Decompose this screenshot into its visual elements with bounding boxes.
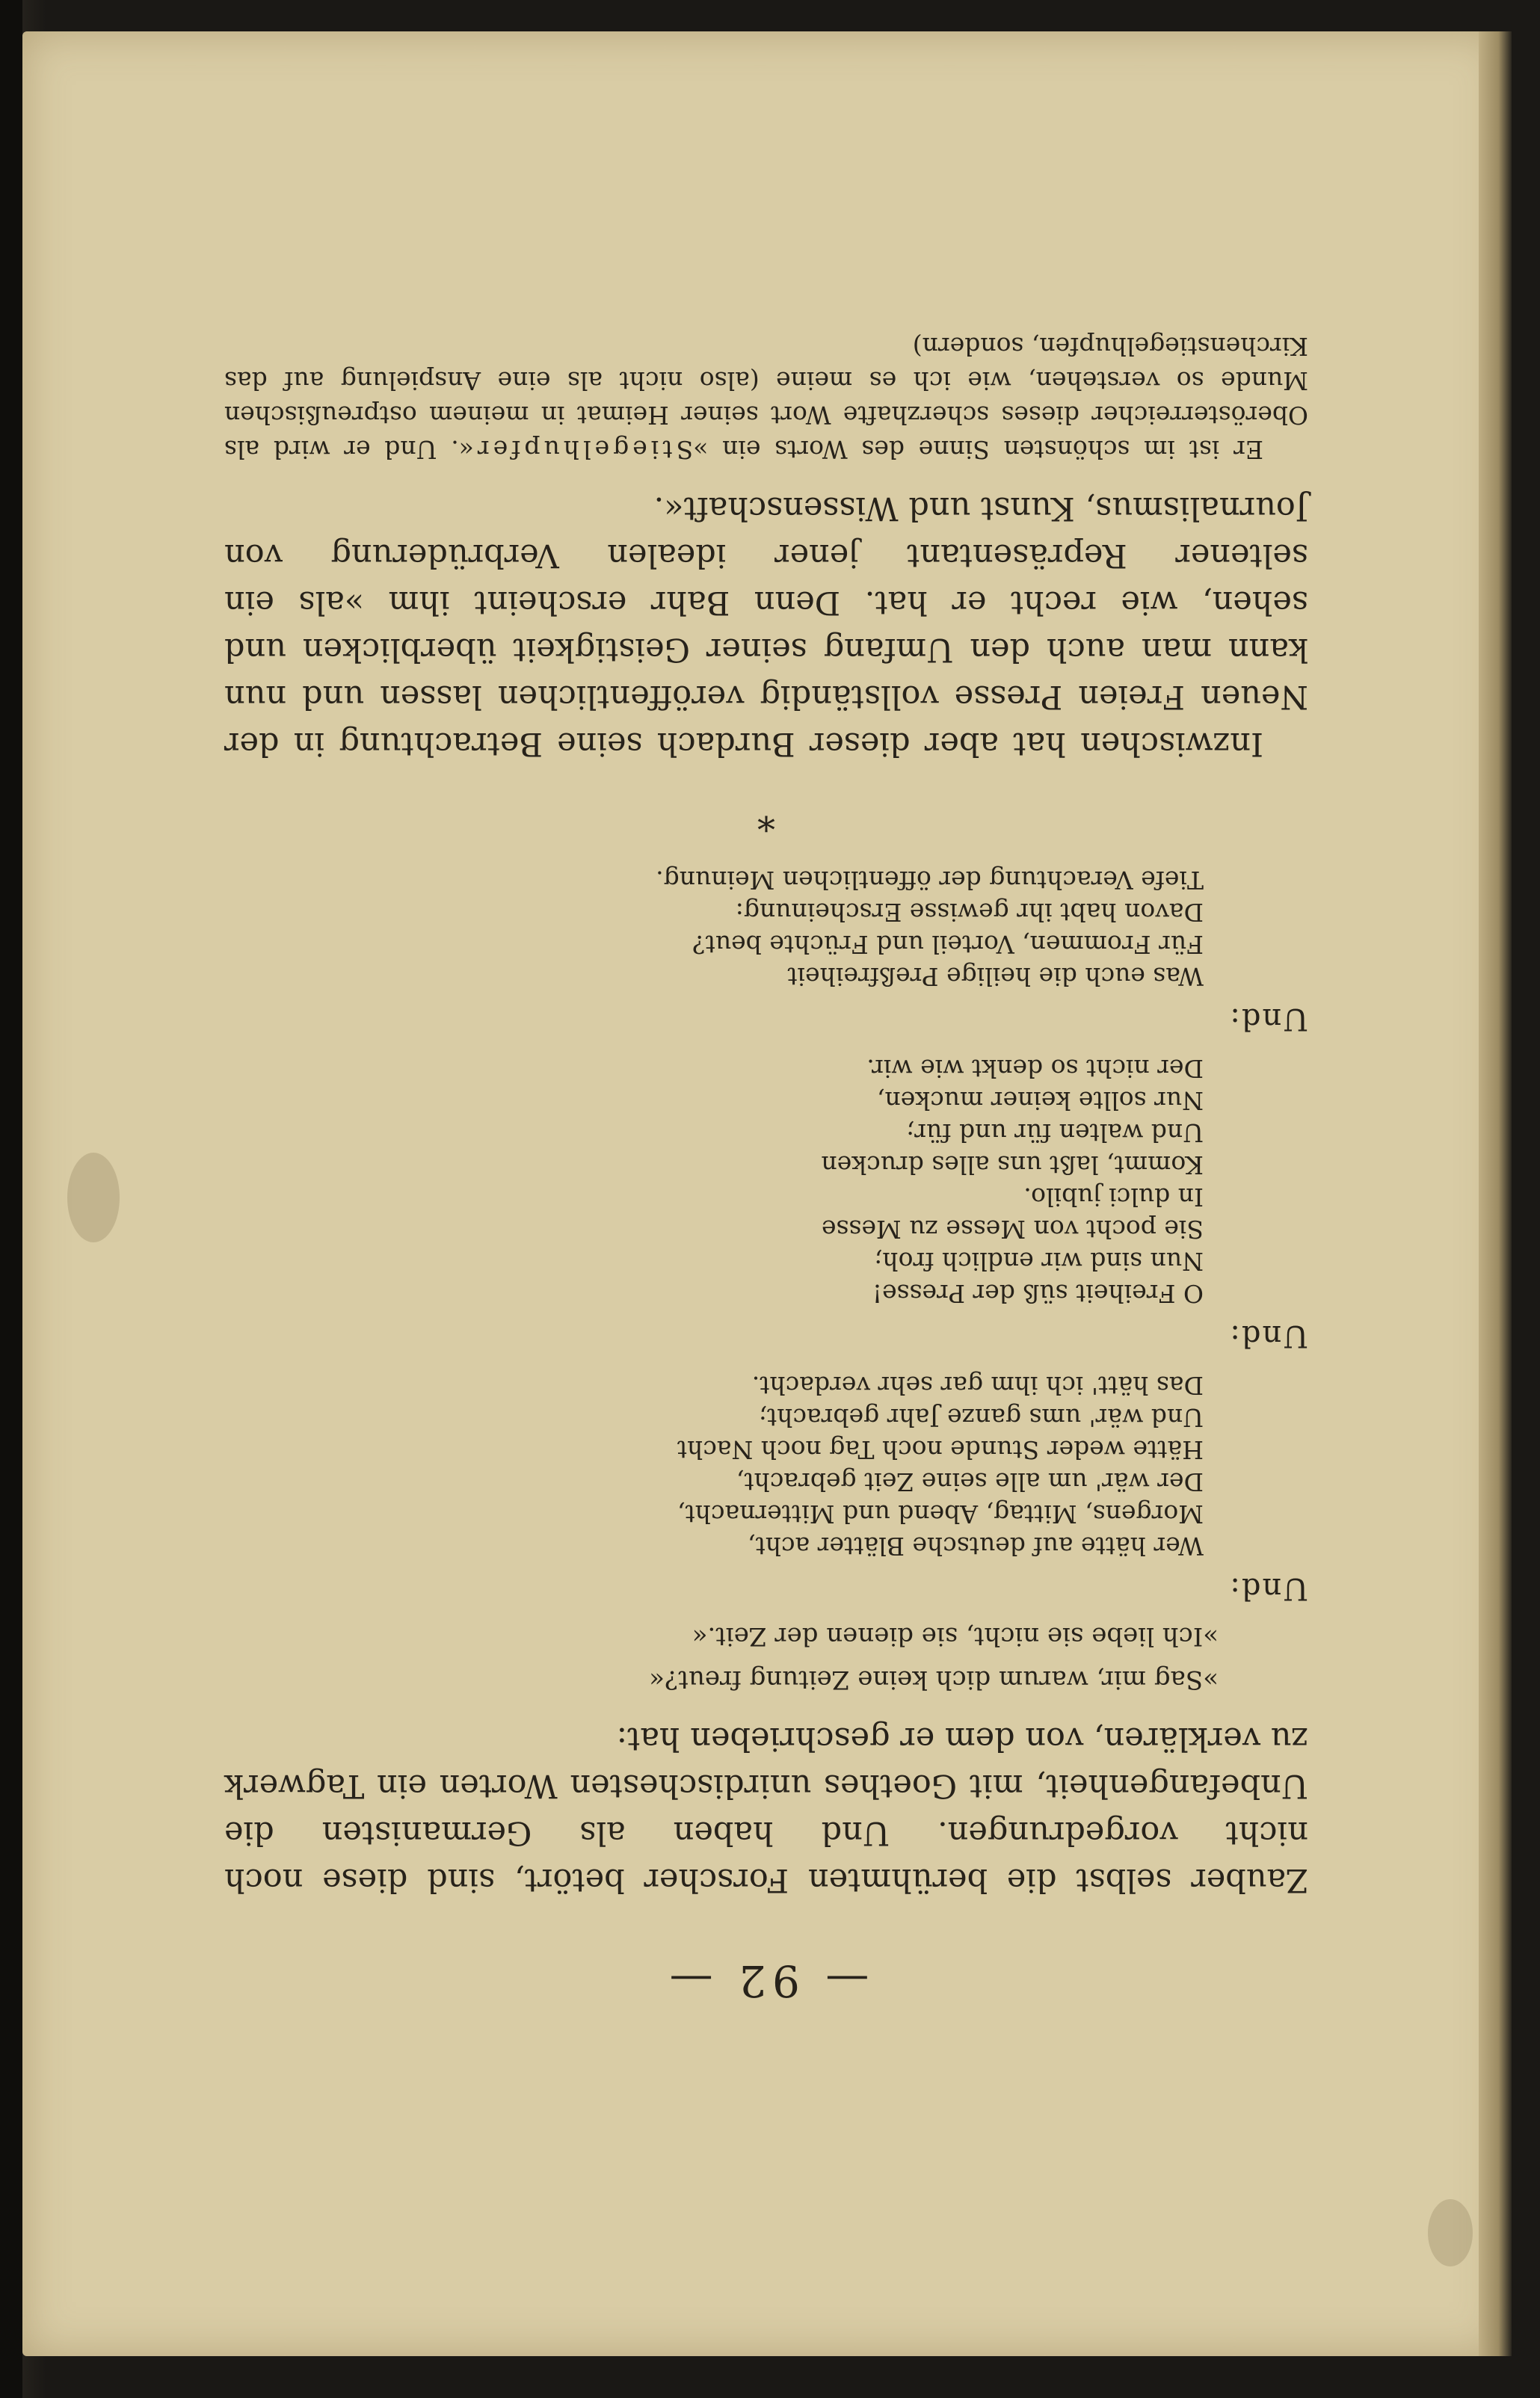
verse-line: Sie pocht von Messe zu Messe (822, 1215, 1204, 1244)
verse-line: Morgens, Mittag, Abend und Mitternacht, (677, 1499, 1204, 1529)
ink-stain (67, 1153, 120, 1242)
verse-line: Für Frommen, Vorteil und Früchte beut? (692, 930, 1204, 959)
footnote-text-start: Er ist im schönsten Sinne des Worts ein » (693, 435, 1263, 464)
goethe-quote-line: »Sag mir, warum dich keine Zeitung freut?« (649, 1665, 1219, 1695)
verse-line: O Freiheit süß der Presse! (872, 1279, 1204, 1308)
verse-line: Was euch die heilige Preßfreiheit (787, 962, 1204, 991)
page-number: — 92 — (663, 1955, 869, 2006)
verse-line: Und wär' ums ganze Jahr gebracht; (758, 1403, 1204, 1432)
verse-line: In dulci jubilo. (1023, 1183, 1204, 1212)
verse-line: Und walten für und für; (906, 1118, 1204, 1147)
footnote-spaced-word: Stiegelhupfer (473, 435, 694, 464)
intro-paragraph: Zauber selbst die berühmten Forscher betört, sind diese noch nicht vorgedrungen. Und haben als Germanisten die Unbefangenheit, mit Goethes unirdischesten Worten ein Tagwerk zu verklären, von dem er geschrieben hat: (224, 1720, 1308, 1899)
goethe-quote-line: »Ich liebe sie nicht, sie dienen der Zeit.« (692, 1621, 1219, 1651)
verse-line: Nur sollte keiner mucken, (876, 1086, 1204, 1115)
verse-line: Hätte weder Stunde noch Tag noch Nacht (677, 1435, 1204, 1464)
verse-line: Davon habt ihr gewisse Erscheinung: (735, 898, 1204, 927)
page-edge (1479, 31, 1512, 2356)
book-binding (0, 0, 22, 2398)
verse-line: Kommt, laßt uns alles drucken (821, 1150, 1204, 1180)
verse-line: Der nicht so denkt wie wir. (866, 1054, 1204, 1083)
verse-line: Nun sind wir endlich froh; (874, 1247, 1204, 1276)
verse-block-2 (224, 1052, 1204, 1310)
section-separator: * (757, 797, 775, 839)
verse-block-1 (224, 1369, 1204, 1562)
und-label: Und: (1228, 1002, 1308, 1036)
verse-line: Tiefe Verachtung der öffentlichen Meinung. (656, 866, 1204, 895)
verse-line: Wer hätte auf deutsche Blätter acht, (748, 1532, 1204, 1561)
verse-block-3 (224, 864, 1204, 993)
footnote-paragraph (224, 329, 1308, 466)
und-label: Und: (1228, 1571, 1308, 1606)
und-label: Und: (1228, 1319, 1308, 1353)
main-paragraph: Inzwischen hat aber dieser Burdach seine Betrachtung in der Neuen Freien Presse vollständig veröffentlichen lassen und nun kann man auch den Umfang seiner Geistigkeit überblicken und sehen, wie recht er hat. Denn Bahr erscheint ihm »als ein seltener Repräsentant jener idealen Verbrüderung von Journalismus, Kunst und Wissenschaft«. (224, 490, 1308, 762)
ink-stain (1428, 2199, 1473, 2266)
footnote-text-rest: «. Und er wird als Oberösterreicher dieses scherzhafte Wort seiner Heimat in meinem ostpreußischen Munde so verstehen, wie ich es meine (also nicht als eine Anspielung auf das Kirchenstiegelhupfen, sondern) (224, 332, 1308, 464)
verse-line: Der wär' um alle seine Zeit gebracht, (736, 1467, 1204, 1497)
verse-line: Das hätt' ich ihm gar sehr verdacht. (751, 1371, 1204, 1400)
rotated-text-block (224, 329, 1308, 2006)
